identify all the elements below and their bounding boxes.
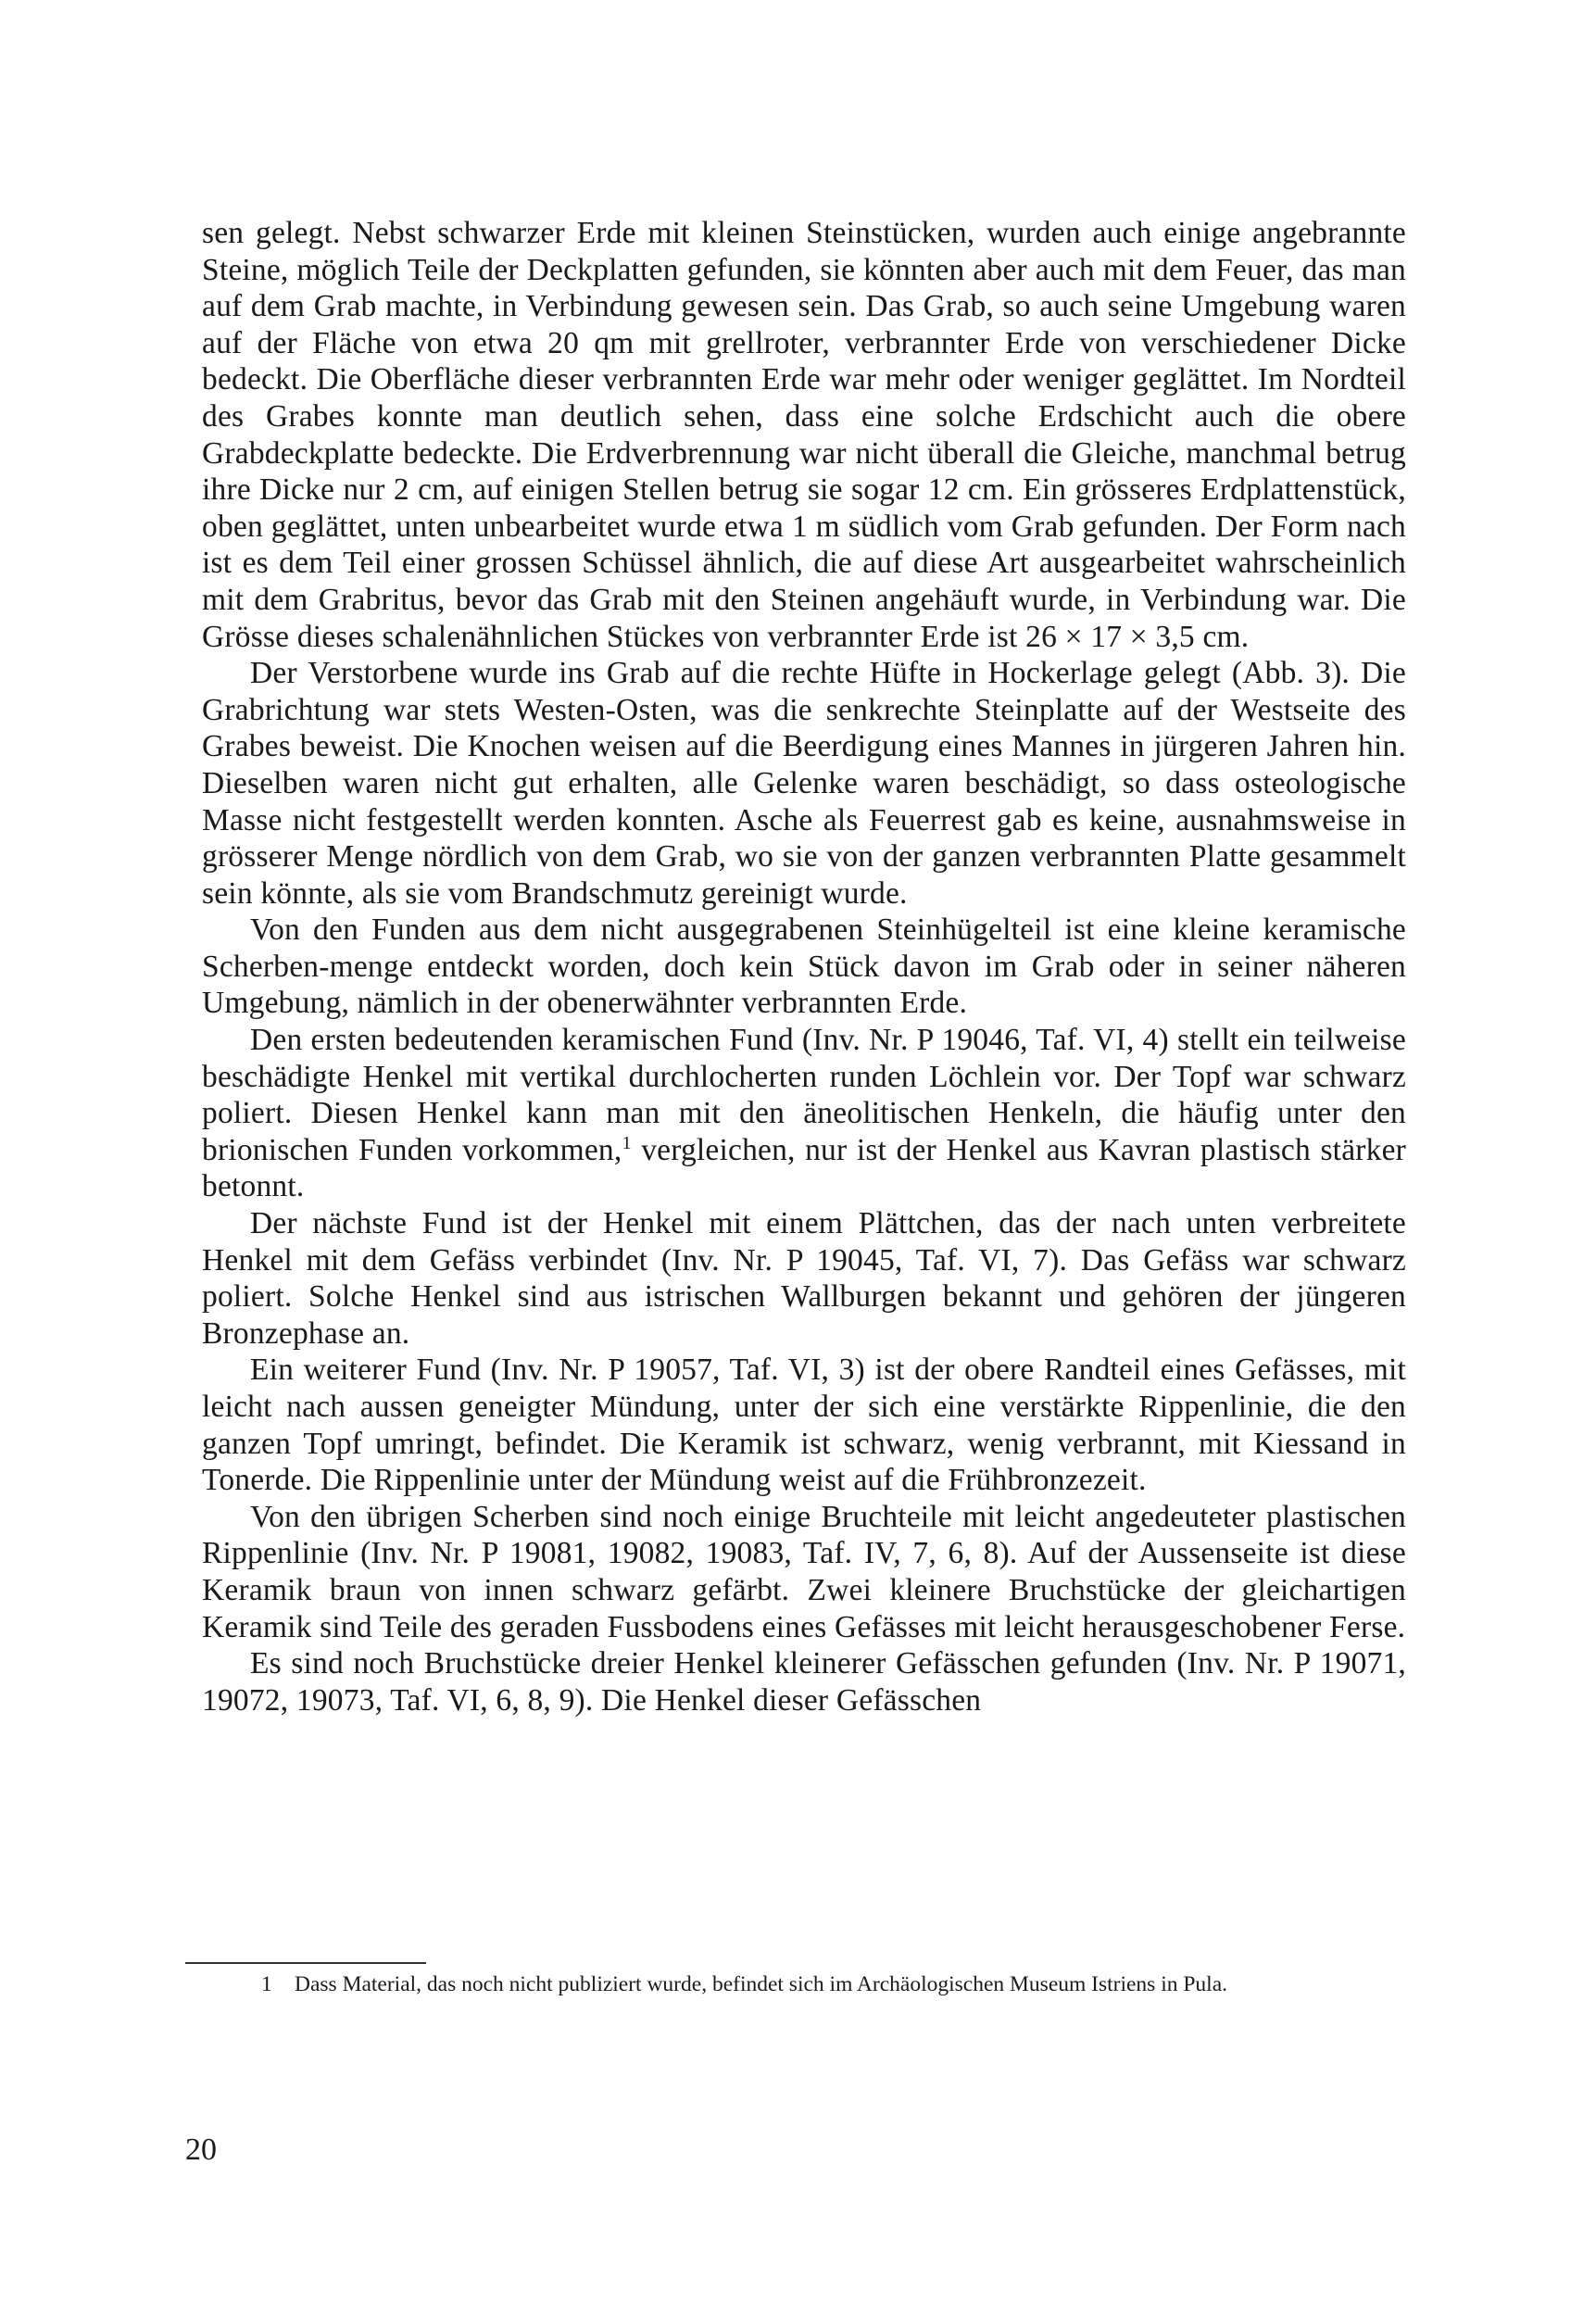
page-number: 20 [185,2133,217,2167]
footnote-text: Dass Material, das noch nicht publiziert wurde, befindet sich im Archäologischen Museum Istriens in Pula. [295,1972,1228,1996]
paragraph-6: Ein weiterer Fund (Inv. Nr. P 19057, Taf. VI, 3) ist der obere Randteil eines Gefässes, mit leicht nach aussen geneigter Mündung, unter der sich eine verstärkte Rippenlinie, die den ganzen Topf umringt, befindet. Die Keramik ist schwarz, wenig verbrannt, mit Kiessand in Tonerde. Die Rippenlinie unter der Mündung weist auf die Frühbronzezeit. [202,1353,1406,1498]
footnote-number: 1 [261,1972,272,1996]
paragraph-3: Von den Funden aus dem nicht ausgegrabenen Steinhügelteil ist eine kleine keramische Scherben-menge entdeckt worden, doch kein Stück davon im Grab oder in seiner näheren Umgebung, nämlich in der obenerwähnter verbrannten Erde. [202,913,1406,1021]
main-text [202,215,1406,1718]
paragraph-1: sen gelegt. Nebst schwarzer Erde mit kleinen Steinstücken, wurden auch einige angebrannte Steine, möglich Teile der Deckplatten gefunden, sie könnten aber auch mit dem Feuer, das man auf dem Grab machte, in Verbindung gewesen sein. Das Grab, so auch seine Umgebung waren auf der Fläche von etwa 20 qm mit grellroter, verbrannter Erde von verschiedener Dicke bedeckt. Die Oberfläche dieser verbrannten Erde war mehr oder weniger geglättet. Im Nordteil des Grabes konnte man deutlich sehen, dass eine solche Erdschicht auch die obere Grabdeckplatte bedeckte. Die Erdverbrennung war nicht überall die Gleiche, manchmal betrug ihre Dicke nur 2 cm, auf einigen Stellen betrug sie sogar 12 cm. Ein grösseres Erdplattenstück, oben geglättet, unten unbearbeitet wurde etwa 1 m südlich vom Grab gefunden. Der Form nach ist es dem Teil einer grossen Schüssel ähnlich, die auf diese Art ausgearbeitet wahrscheinlich mit dem Grabritus, bevor das Grab mit den Steinen angehäuft wurde, in Verbindung war. Die Grösse dieses schalenähnlichen Stückes von verbrannter Erde ist 26 × 17 × 3,5 cm. [202,216,1406,654]
footnote-divider [185,1962,426,1964]
paragraph-2: Der Verstorbene wurde ins Grab auf die rechte Hüfte in Hockerlage gelegt (Abb. 3). Die Grabrichtung war stets Westen-Osten, was die senkrechte Steinplatte auf der Westseite des Grabes beweist. Die Knochen weisen auf die Beerdigung eines Mannes in jürgeren Jahren hin. Dieselben waren nicht gut erhalten, alle Gelenke waren beschädigt, so dass osteologische Masse nicht festgestellt werden konnten. Asche als Feuerrest gab es keine, ausnahmsweise in grösserer Menge nördlich von dem Grab, wo sie von der ganzen verbrannten Platte gesammelt sein könnte, als sie vom Brandschmutz gereinigt wurde. [202,656,1406,911]
paragraph-4-text-after: vergleichen, nur ist der Henkel aus Kavran plastisch stärker betonnt. [202,1132,1406,1204]
footnote [261,1971,1406,1997]
paragraph-4-text: Den ersten bedeutenden keramischen Fund (Inv. Nr. P 19046, Taf. VI, 4) stellt ein teilweise beschädigte Henkel mit vertikal durchlocherten runden Löchlein vor. Der Topf war schwarz poliert. Diesen Henkel kann man mit den äneolitischen Henkeln, die häufig unter den brionischen Funden vorkommen, [202,1023,1406,1167]
paragraph-8: Es sind noch Bruchstücke dreier Henkel kleinerer Gefässchen gefunden (Inv. Nr. P 19071, 19072, 19073, Taf. VI, 6, 8, 9). Die Henkel dieser Gefässchen [202,1646,1406,1718]
paragraph-4 [202,1022,1406,1205]
footnote-reference: 1 [622,1132,632,1153]
paragraph-5: Der nächste Fund ist der Henkel mit einem Plättchen, das der nach unten verbreitete Henkel mit dem Gefäss verbindet (Inv. Nr. P 19045, Taf. VI, 7). Das Gefäss war schwarz poliert. Solche Henkel sind aus istrischen Wallburgen bekannt und gehören der jüngeren Bronzephase an. [202,1206,1406,1351]
paragraph-7: Von den übrigen Scherben sind noch einige Bruchteile mit leicht angedeuteter plastischen Rippenlinie (Inv. Nr. P 19081, 19082, 19083, Taf. IV, 7, 6, 8). Auf der Aussenseite ist diese Keramik braun von innen schwarz gefärbt. Zwei kleinere Bruchstücke der gleichartigen Keramik sind Teile des geraden Fussbodens eines Gefässes mit leicht herausgeschobener Ferse. [202,1499,1406,1644]
